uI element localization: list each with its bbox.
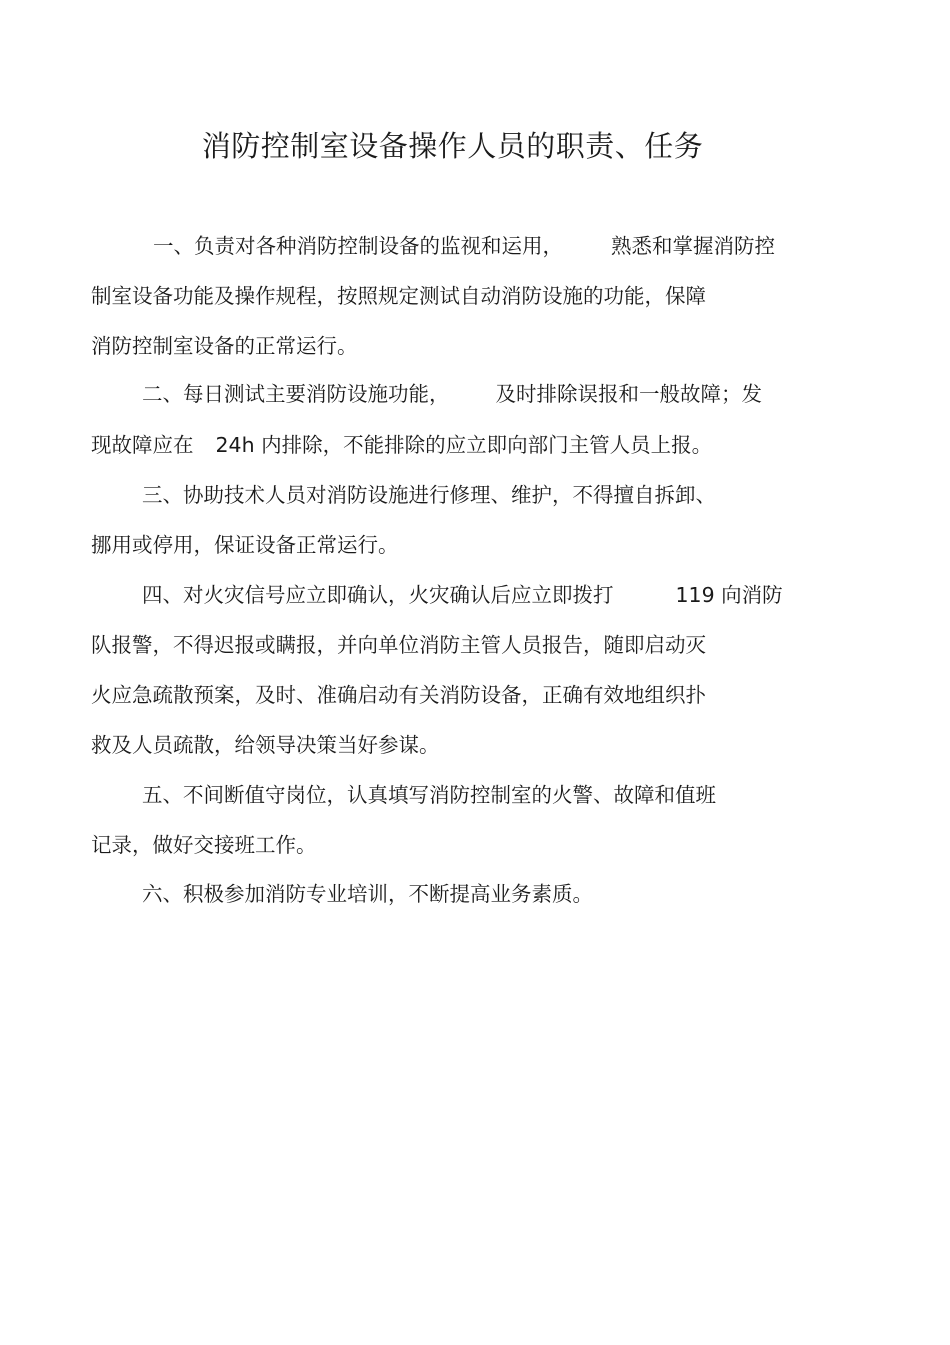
paragraph-4-line-1 bbox=[142, 580, 783, 610]
paragraph-4-line-1-text-a: 四、对火灾信号应立即确认，火灾确认后应立即拨打 bbox=[142, 583, 614, 607]
paragraph-5-line-1: 五、不间断值守岗位，认真填写消防控制室的火警、故障和值班 bbox=[142, 783, 716, 807]
paragraph-4-line-4: 救及人员疏散，给领导决策当好参谋。 bbox=[91, 733, 440, 757]
paragraph-1-line-1-text-b: 熟悉和掌握消防控 bbox=[611, 234, 775, 258]
document-title: 消防控制室设备操作人员的职责、任务 bbox=[201, 129, 704, 163]
paragraph-2-line-2 bbox=[91, 430, 712, 460]
paragraph-2-line-1-text-a: 二、每日测试主要消防设施功能， bbox=[142, 382, 450, 406]
paragraph-4-line-1-text-b: 119 向消防 bbox=[675, 583, 783, 607]
paragraph-5-line-2: 记录，做好交接班工作。 bbox=[91, 833, 317, 857]
paragraph-1-line-3: 消防控制室设备的正常运行。 bbox=[91, 334, 358, 358]
paragraph-4-line-3: 火应急疏散预案，及时、准确启动有关消防设备，正确有效地组织扑 bbox=[91, 683, 706, 707]
paragraph-3-line-2: 挪用或停用，保证设备正常运行。 bbox=[91, 533, 399, 557]
paragraph-2-line-1 bbox=[142, 379, 762, 409]
paragraph-3-line-1: 三、协助技术人员对消防设施进行修理、维护，不得擅自拆卸、 bbox=[142, 483, 716, 507]
paragraph-4-line-2: 队报警，不得迟报或瞒报，并向单位消防主管人员报告，随即启动灭 bbox=[91, 633, 706, 657]
paragraph-2-line-2-text-b: 24h 内排除，不能排除的应立即向部门主管人员上报。 bbox=[215, 433, 713, 457]
paragraph-1-line-1 bbox=[153, 231, 775, 261]
paragraph-1-line-2: 制室设备功能及操作规程，按照规定测试自动消防设施的功能，保障 bbox=[91, 284, 706, 308]
paragraph-2-line-2-text-a: 现故障应在 bbox=[91, 433, 194, 457]
paragraph-2-line-1-text-b: 及时排除误报和一般故障；发 bbox=[495, 382, 762, 406]
paragraph-6-line-1: 六、积极参加消防专业培训，不断提高业务素质。 bbox=[142, 882, 593, 906]
paragraph-1-line-1-text-a: 一、负责对各种消防控制设备的监视和运用， bbox=[153, 234, 563, 258]
